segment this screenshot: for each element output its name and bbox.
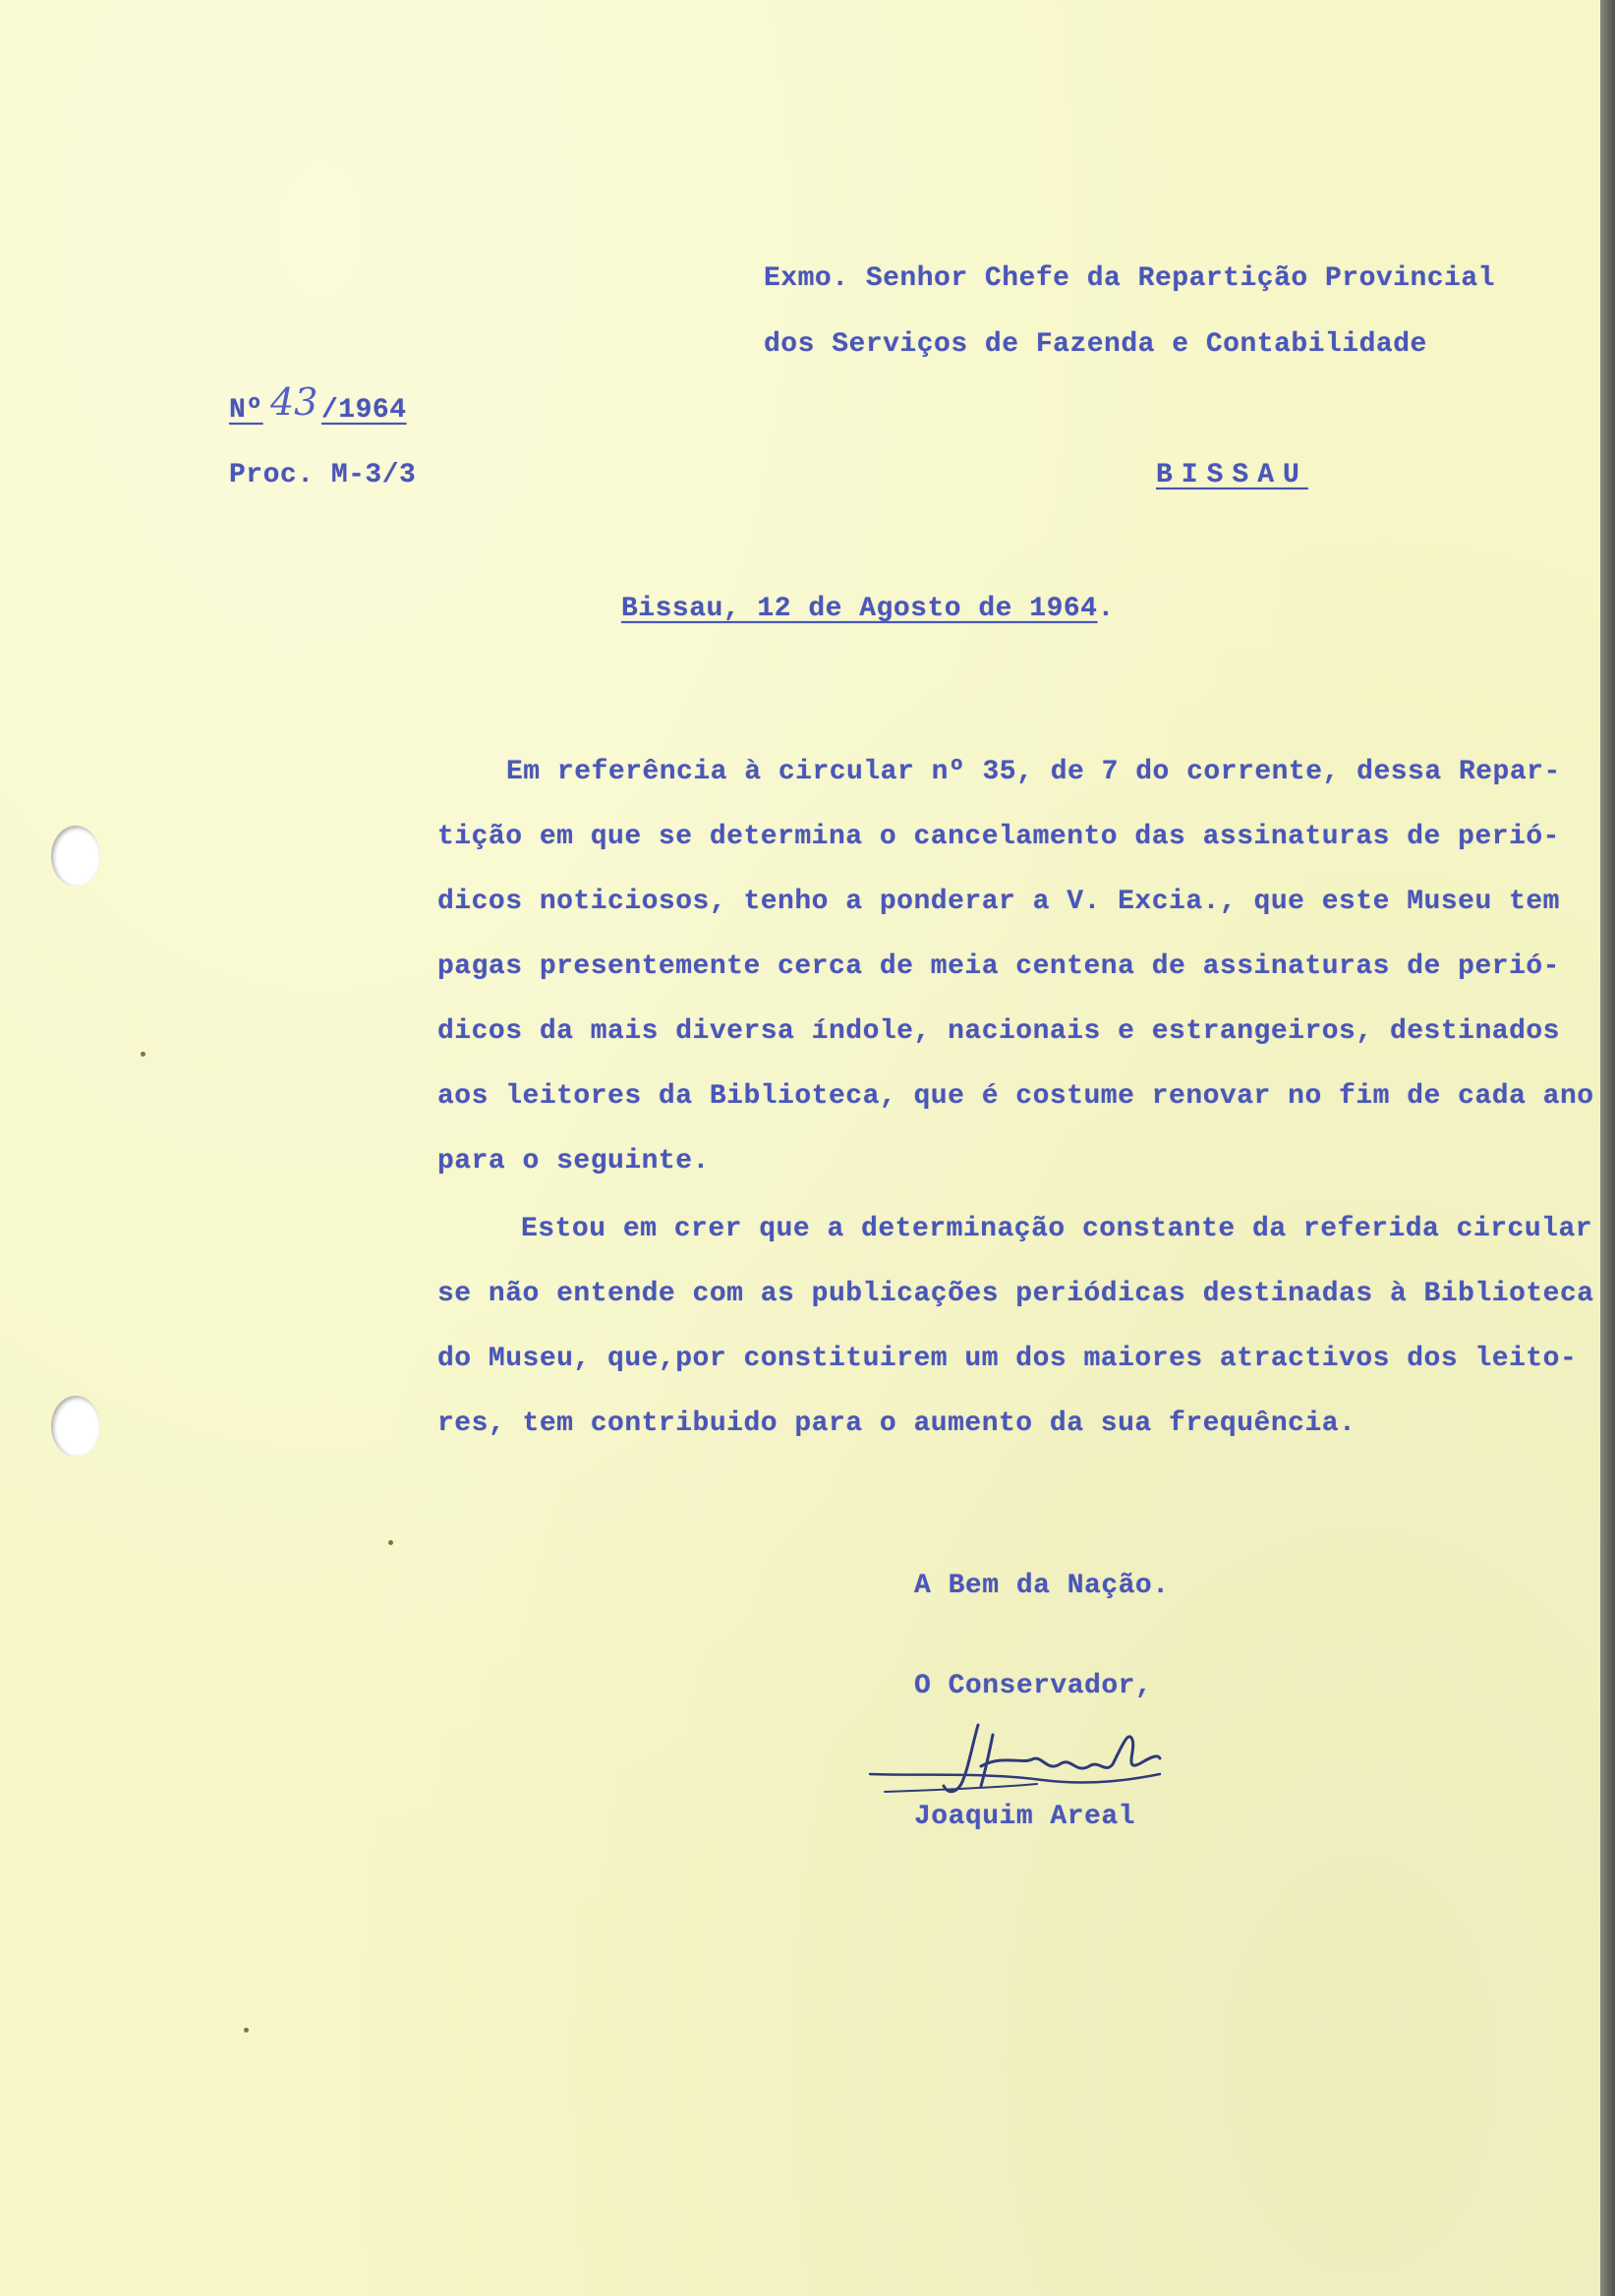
paragraph-1-line-3: dicos noticiosos, tenho a ponderar a V. Excia., que este Museu tem (437, 887, 1560, 917)
paper-speck (244, 2028, 249, 2033)
punch-hole-top (51, 826, 100, 887)
page-edge-shadow (1600, 0, 1615, 2296)
process-reference: Proc. M-3/3 (229, 460, 417, 490)
paragraph-1-line-4: pagas presentemente cerca de meia centena de assinaturas de perió- (437, 951, 1560, 982)
reference-number-prefix: Nº (229, 395, 263, 426)
recipient-city: BISSAU (1156, 460, 1308, 490)
paragraph-1-line-1: Em referência à circular nº 35, de 7 do corrente, dessa Repar- (506, 757, 1561, 787)
paragraph-1-line-7: para o seguinte. (437, 1146, 710, 1177)
paper-speck (388, 1540, 393, 1545)
reference-number-handwritten: 43 (270, 380, 318, 424)
paragraph-2-line-3: do Museu, que,por constituirem um dos maiores atractivos dos leito- (437, 1344, 1578, 1374)
recipient-line-2: dos Serviços de Fazenda e Contabilidade (764, 329, 1427, 360)
date-line (621, 594, 1115, 624)
recipient-line-1: Exmo. Senhor Chefe da Repartição Provincial (764, 263, 1496, 294)
signatory-name: Joaquim Areal (914, 1802, 1135, 1832)
closing-title: O Conservador, (914, 1671, 1153, 1701)
date-text: Bissau, 12 de Agosto de 1964 (621, 594, 1098, 624)
paragraph-1-line-5: dicos da mais diversa índole, nacionais e estrangeiros, destinados (437, 1016, 1560, 1047)
closing-salutation: A Bem da Nação. (914, 1571, 1170, 1601)
paragraph-1-line-6: aos leitores da Biblioteca, que é costume renovar no fim de cada ano (437, 1081, 1594, 1112)
signature (865, 1715, 1180, 1808)
paragraph-2-line-4: res, tem contribuido para o aumento da sua frequência. (437, 1408, 1356, 1439)
reference-number-year: /1964 (321, 395, 407, 426)
date-period: . (1097, 594, 1115, 624)
paragraph-1-line-2: tição em que se determina o cancelamento das assinaturas de perió- (437, 822, 1560, 852)
paragraph-2-line-1: Estou em crer que a determinação constante da referida circular (521, 1214, 1593, 1244)
paper-speck (141, 1052, 145, 1057)
paragraph-2-line-2: se não entende com as publicações periódicas destinadas à Biblioteca (437, 1279, 1594, 1309)
punch-hole-bottom (51, 1396, 100, 1457)
